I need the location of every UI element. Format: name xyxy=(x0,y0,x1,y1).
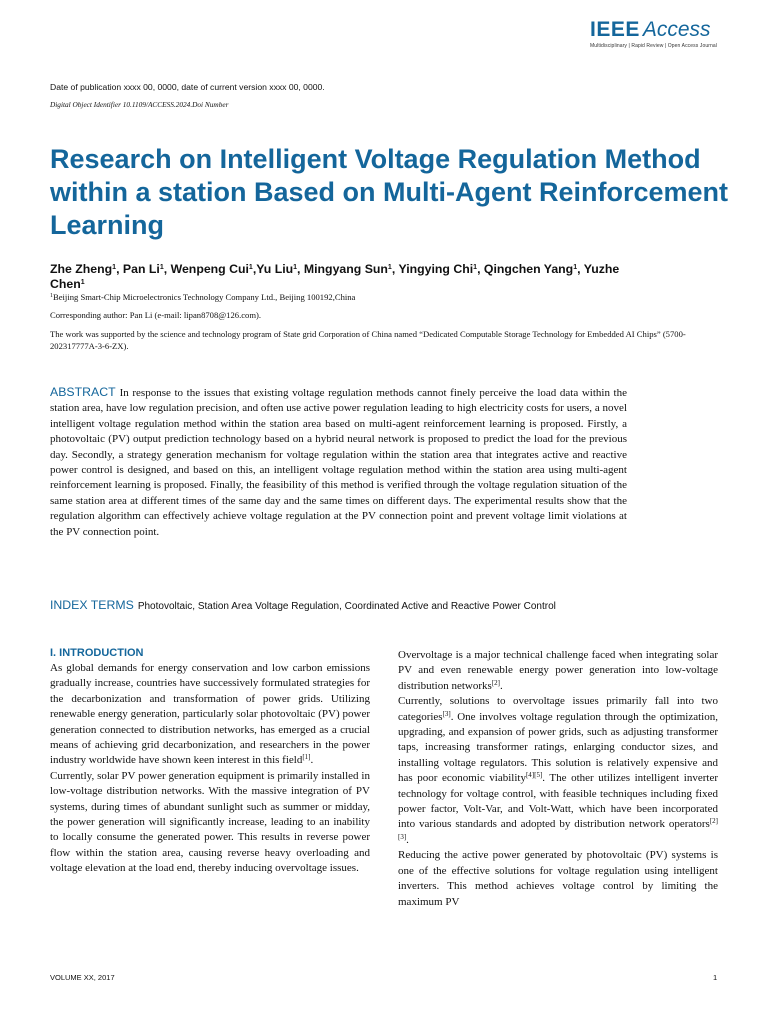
page-number: 1 xyxy=(713,973,718,982)
author-separator: , xyxy=(391,262,399,276)
logo-tagline: Multidisciplinary | Rapid Review | Open Access Journal xyxy=(590,43,717,49)
abstract-label: ABSTRACT xyxy=(50,385,116,399)
author-name: Mingyang Sun xyxy=(303,262,388,276)
footer-volume: VOLUME XX, 2017 xyxy=(50,973,115,982)
doi-line: Digital Object Identifier 10.1109/ACCESS.2024.Doi Number xyxy=(50,100,229,109)
paragraph-text: Overvoltage is a major technical challenge faced when integrating solar PV and even renewable energy power generation into low-voltage distribution networks xyxy=(398,649,718,692)
paragraph-text: . xyxy=(310,754,314,767)
author-affiliation-marker: 1 xyxy=(473,264,478,271)
funding-note: The work was supported by the science and technology program of State grid Corporation of China named “Dedicated Computable Storage Technology for Embedded AI Chips” (5700-202317777A-3-6-ZX). xyxy=(50,329,686,351)
logo-access-text: Access xyxy=(642,18,711,41)
author-affiliation-marker: 1 xyxy=(387,264,392,271)
author-name: Yuzhe Chen xyxy=(50,262,620,291)
author-affiliation-marker: 1 xyxy=(112,264,117,271)
affiliation xyxy=(50,292,355,302)
paragraph-text: . xyxy=(406,833,409,846)
affiliation-text: Beijing Smart-Chip Microelectronics Technology Company Ltd., Beijing 100192,China xyxy=(53,292,356,302)
affiliation-marker: 1 xyxy=(50,293,53,299)
abstract-text: In response to the issues that existing voltage regulation methods cannot finely perceive the load data within the station area, have low regulation precision, and often use active power regulation leading to high electricity costs for users, a novel intelligent voltage regulation method within the station area based on multi-agent reinforcement learning is proposed. Firstly, a photovoltaic (PV) output prediction technology based on a hybrid neural network is proposed to predict the load for the previous day. Secondly, a strategy generation mechanism for voltage regulation within the station area that integrates active and reactive power control is designed, and based on this, an intelligent voltage regulation method within the station area using multi-agent reinforcement learning is proposed. Finally, the feasibility of this method is verified through the voltage regulation situation of the same station area at different times of the same day and the same times on different days. The experimental results show that the regulation algorithm can effectively achieve voltage regulation at the PV connection point and prevent voltage limit violations at the PV connection point. xyxy=(50,387,627,538)
author-name: Wenpeng Cui xyxy=(170,262,249,276)
logo-ieee-text: IEEE xyxy=(590,18,640,41)
body-column-right xyxy=(398,648,718,910)
author-separator: , xyxy=(297,262,304,276)
citation: [2] xyxy=(491,678,500,687)
paragraph-text: . One involves voltage regulation through the optimization, upgrading, and expansion of power grids, such as adjusting transformer taps, increasing transformer ratings, enlarging conductor sizes, and installing voltage regulators. This solution is relatively expensive and has poor economic viability xyxy=(398,710,718,785)
author-name: Yingying Chi xyxy=(398,262,474,276)
author-separator: , xyxy=(116,262,123,276)
citation: [1] xyxy=(302,753,311,762)
author-affiliation-marker: 1 xyxy=(293,264,298,271)
author-name: Zhe Zheng xyxy=(50,262,113,276)
publication-date: Date of publication xxxx 00, 0000, date of current version xxxx 00, 0000. xyxy=(50,82,325,92)
index-terms xyxy=(50,598,690,612)
author-name: Pan Li xyxy=(122,262,160,276)
author-affiliation-marker: 1 xyxy=(573,264,578,271)
paragraph xyxy=(50,661,370,769)
corresponding-author: Corresponding author: Pan Li (e-mail: lipan8708@126.com). xyxy=(50,310,262,320)
author-name: Yu Liu xyxy=(256,262,294,276)
index-terms-text: Photovoltaic, Station Area Voltage Regulation, Coordinated Active and Reactive Power Control xyxy=(137,601,556,612)
body-column-left xyxy=(50,646,370,877)
paragraph: Reducing the active power generated by photovoltaic (PV) systems is one of the effective solutions for voltage regulation using intelligent inverters. This method achieves voltage control by limiting the maximum PV xyxy=(398,849,718,908)
citation: [2][3] xyxy=(398,817,718,841)
paragraph xyxy=(398,694,718,848)
paragraph xyxy=(398,648,718,694)
citation: [4][5] xyxy=(525,771,543,780)
author-separator: , xyxy=(252,262,257,276)
author-separator: , xyxy=(477,262,484,276)
author-name: Qingchen Yang xyxy=(483,262,574,276)
author-affiliation-marker: 1 xyxy=(80,279,85,286)
paragraph-text: As global demands for energy conservation and low carbon emissions gradually increase, countries have successively formulated strategies for the decarbonization and transformation of power grids. Utilizing renewable energy generation, particularly solar photovoltaic (PV) power generation connected to distribution networks, has emerged as a crucial means of achieving grid decarbonization, and researchers in the power industry worldwide have shown keen interest in this field xyxy=(50,662,370,767)
author-separator: , xyxy=(163,262,171,276)
citation: [3] xyxy=(442,709,451,718)
paragraph-text: . The other utilizes intelligent inverter technology for voltage control, with feasible techniques including fixed power factor, Volt-Var, and Volt-Watt, which have been incorporated into various standards and adopted by distribution network operators xyxy=(398,772,718,831)
section-heading-introduction: I. INTRODUCTION xyxy=(50,647,144,659)
index-terms-label: INDEX TERMS xyxy=(50,598,134,612)
paragraph-text: Currently, solutions to overvoltage issues primarily fall into two categories xyxy=(398,695,718,723)
paper-title: Research on Intelligent Voltage Regulation Method within a station Based on Multi-Agent Reinforcement Learning xyxy=(50,144,729,240)
paragraph-text: . xyxy=(499,679,503,692)
author-separator: , xyxy=(577,262,584,276)
author-list xyxy=(50,262,650,292)
abstract xyxy=(50,385,627,540)
journal-logo xyxy=(590,18,720,60)
author-affiliation-marker: 1 xyxy=(248,264,253,271)
paragraph: Currently, solar PV power generation equipment is primarily installed in low-voltage distribution networks. With the massive integration of PV systems, during times of abundant sunlight such as summer or midday, the power generation will significantly increase, leading to an inability to locally consume the generated power. This results in reverse power flow within the station area, causing reverse heavy overloading and voltage elevation at the load end, thereby inducing overvoltage issues. xyxy=(50,769,370,875)
author-affiliation-marker: 1 xyxy=(159,264,164,271)
